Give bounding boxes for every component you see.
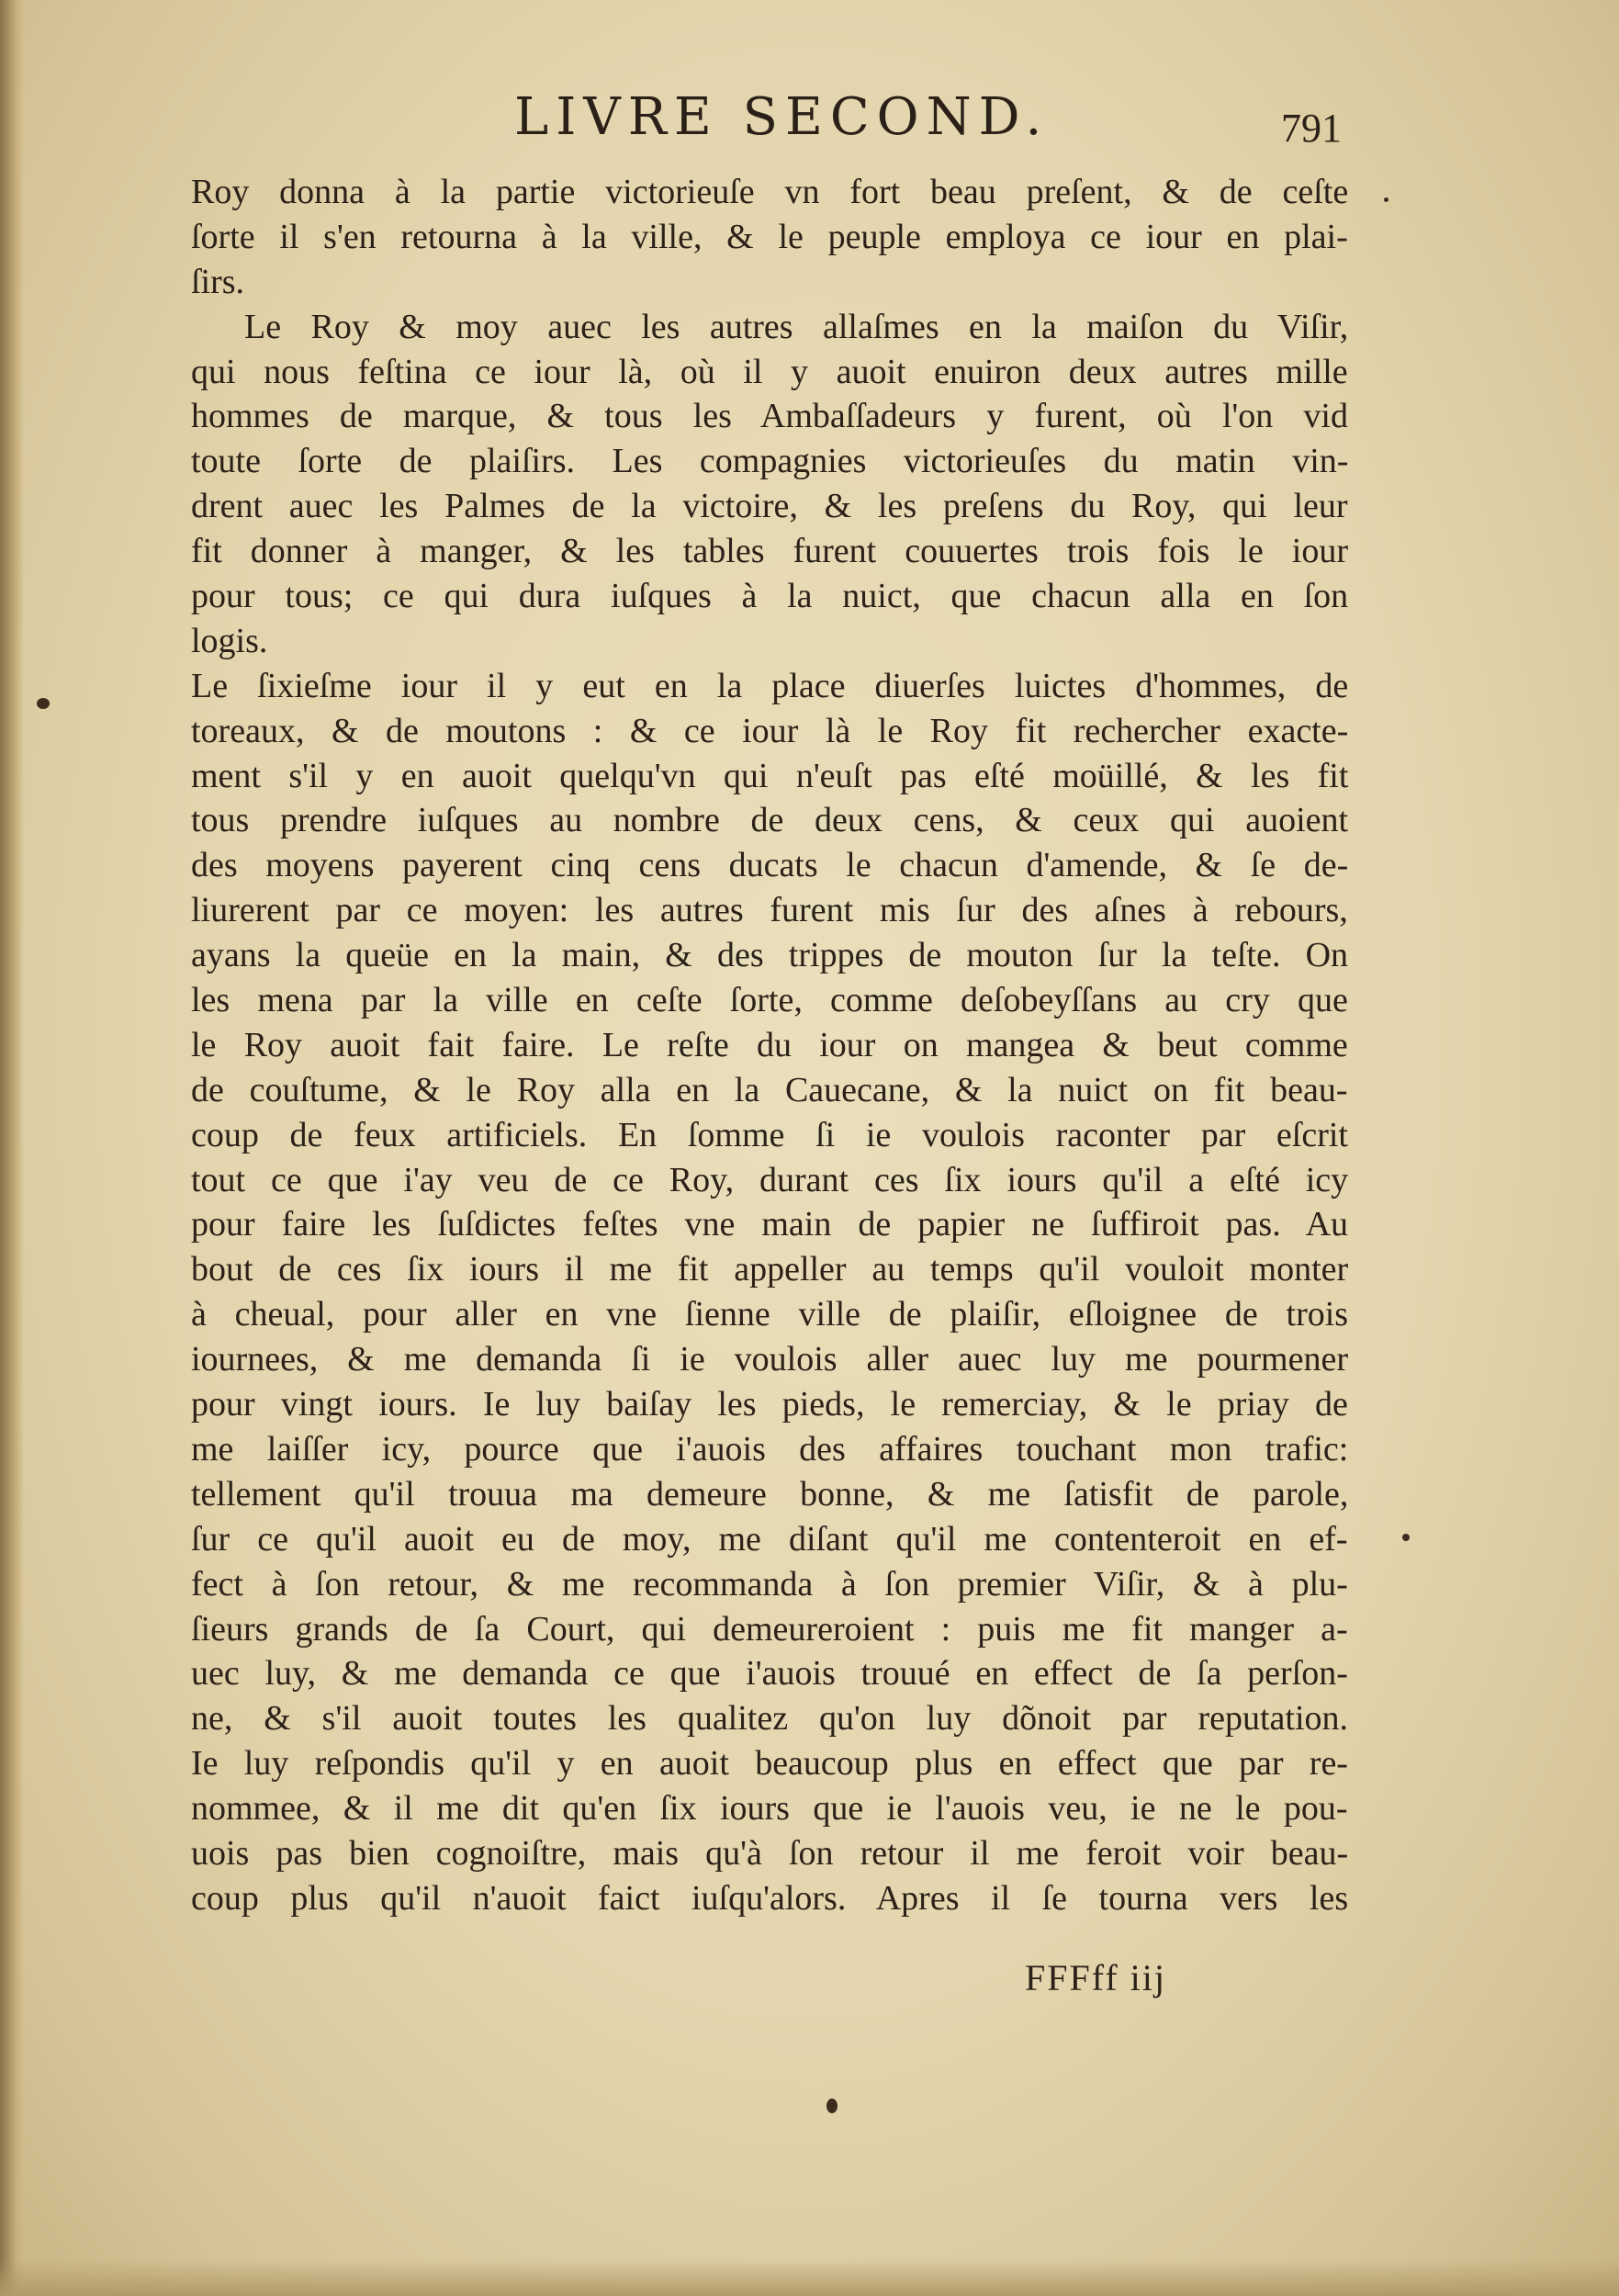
ink-speck: [826, 2099, 838, 2113]
text-line: logis.: [191, 621, 268, 660]
text-line: uec luy, & me demanda ce que i'auois trouué en effect de ſa perſon-: [191, 1654, 1348, 1694]
text-line: ſur ce qu'il auoit eu de moy, me diſant qu'il me contenteroit en ef-: [191, 1519, 1348, 1559]
page-left-edge: [0, 0, 24, 2296]
text-line: les mena par la ville en ceſte ſorte, comme deſobeyſſans au cry que: [191, 981, 1348, 1020]
text-line: tout ce que i'ay veu de ce Roy, durant ces ſix iours qu'il a eſté icy: [191, 1160, 1349, 1199]
text-line: ſorte il s'en retourna à la ville, & le peuple employa ce iour en plai-: [191, 217, 1348, 256]
text-line: hommes de marque, & tous les Ambaſſadeurs y furent, où l'on vid: [191, 397, 1348, 436]
text-line: uois pas bien cognoiſtre, mais qu'à ſon retour il me feroit voir beau-: [191, 1833, 1349, 1873]
text-line: Le Roy & moy auec les autres allaſmes en la maiſon du Viſir,: [244, 307, 1349, 346]
ink-speck: [1402, 1534, 1410, 1541]
text-line: bout de ces ſix iours il me fit appeller au temps qu'il vouloit monter: [191, 1250, 1349, 1289]
text-line: liurerent par ce moyen: les autres furent mis ſur des aſnes à rebours,: [191, 891, 1348, 930]
text-line: ſirs.: [191, 262, 245, 301]
text-line: à cheual, pour aller en vne ſienne ville de plaiſir, eſloignee de trois: [191, 1295, 1349, 1334]
text-line: drent auec les Palmes de la victoire, & les preſens du Roy, qui leur: [191, 487, 1348, 526]
text-line: des moyens payerent cinq cens ducats le chacun d'amende, & ſe de-: [191, 846, 1349, 885]
text-line: le Roy auoit fait faire. Le reſte du iour on mangea & beut comme: [191, 1025, 1348, 1064]
text-line: toreaux, & de moutons : & ce iour là le Roy fit rechercher exacte-: [191, 711, 1349, 750]
page-bottom-edge: [0, 2259, 1619, 2296]
text-line: toute ſorte de plaiſirs. Les compagnies victorieuſes du matin vin-: [191, 442, 1349, 481]
text-line: pour vingt iours. Ie luy baiſay les pieds, le remerciay, & le priay de: [191, 1385, 1348, 1424]
text-line: ayans la queüe en la main, & des trippes de mouton ſur la teſte. On: [191, 936, 1349, 975]
text-line: tellement qu'il trouua ma demeure bonne, & me ſatisfit de parole,: [191, 1474, 1349, 1514]
text-line: iournees, & me demanda ſi ie voulois aller auec luy me pourmener: [191, 1340, 1348, 1379]
text-line: ne, & s'il auoit toutes les qualitez qu'on luy dõnoit par reputation.: [191, 1699, 1349, 1739]
text-line: tous prendre iuſques au nombre de deux cens, & ceux qui auoient: [191, 801, 1349, 840]
text-line: pour tous; ce qui dura iuſques à la nuict, que chacun alla en ſon: [191, 577, 1349, 616]
text-line: fect à ſon retour, & me recommanda à ſon premier Viſir, & à plu-: [191, 1564, 1348, 1604]
text-line: nommee, & il me dit qu'en ſix iours que ie l'auois veu, ie ne le pou-: [191, 1789, 1348, 1829]
ink-speck: [37, 698, 50, 709]
page-header: [0, 87, 1619, 174]
text-line: ſieurs grands de ſa Court, qui demeureroient : puis me fit manger a-: [191, 1609, 1348, 1649]
text-line: Roy donna à la partie victorieuſe vn fort beau preſent, & de ceſte: [191, 173, 1349, 211]
text-line: coup plus qu'il n'auoit faict iuſqu'alors. Apres il ſe tourna vers les: [191, 1878, 1349, 1918]
text-line: de couſtume, & le Roy alla en la Cauecane, & la nuict on fit beau-: [191, 1070, 1348, 1109]
text-line: qui nous feſtina ce iour là, où il y auoit enuiron deux autres mille: [191, 352, 1348, 391]
text-line: ment s'il y en auoit quelqu'vn qui n'euſt pas eſté moüillé, & les fit: [191, 756, 1349, 795]
text-line: me laiſſer icy, pource que i'auois des affaires touchant mon trafic:: [191, 1429, 1349, 1469]
text-line: Ie luy reſpondis qu'il y en auoit beaucoup plus en effect que par re-: [191, 1744, 1348, 1784]
signature-mark: FFFff iij: [1025, 1957, 1166, 1998]
text-line: Le ſixieſme iour il y eut en la place diuerſes luictes d'hommes, de: [191, 666, 1349, 705]
body-text: [191, 170, 1348, 1921]
text-line: coup de feux artificiels. En ſomme ſi ie voulois raconter par eſcrit: [191, 1115, 1348, 1154]
page-number: 791: [1281, 106, 1342, 151]
running-head: LIVRE SECOND.: [514, 87, 1050, 147]
ink-speck: [1384, 197, 1389, 202]
text-line: fit donner à manger, & les tables furent couuertes trois fois le iour: [191, 532, 1349, 571]
text-line: pour faire les ſuſdictes feſtes vne main de papier ne ſuffiroit pas. Au: [191, 1205, 1349, 1244]
